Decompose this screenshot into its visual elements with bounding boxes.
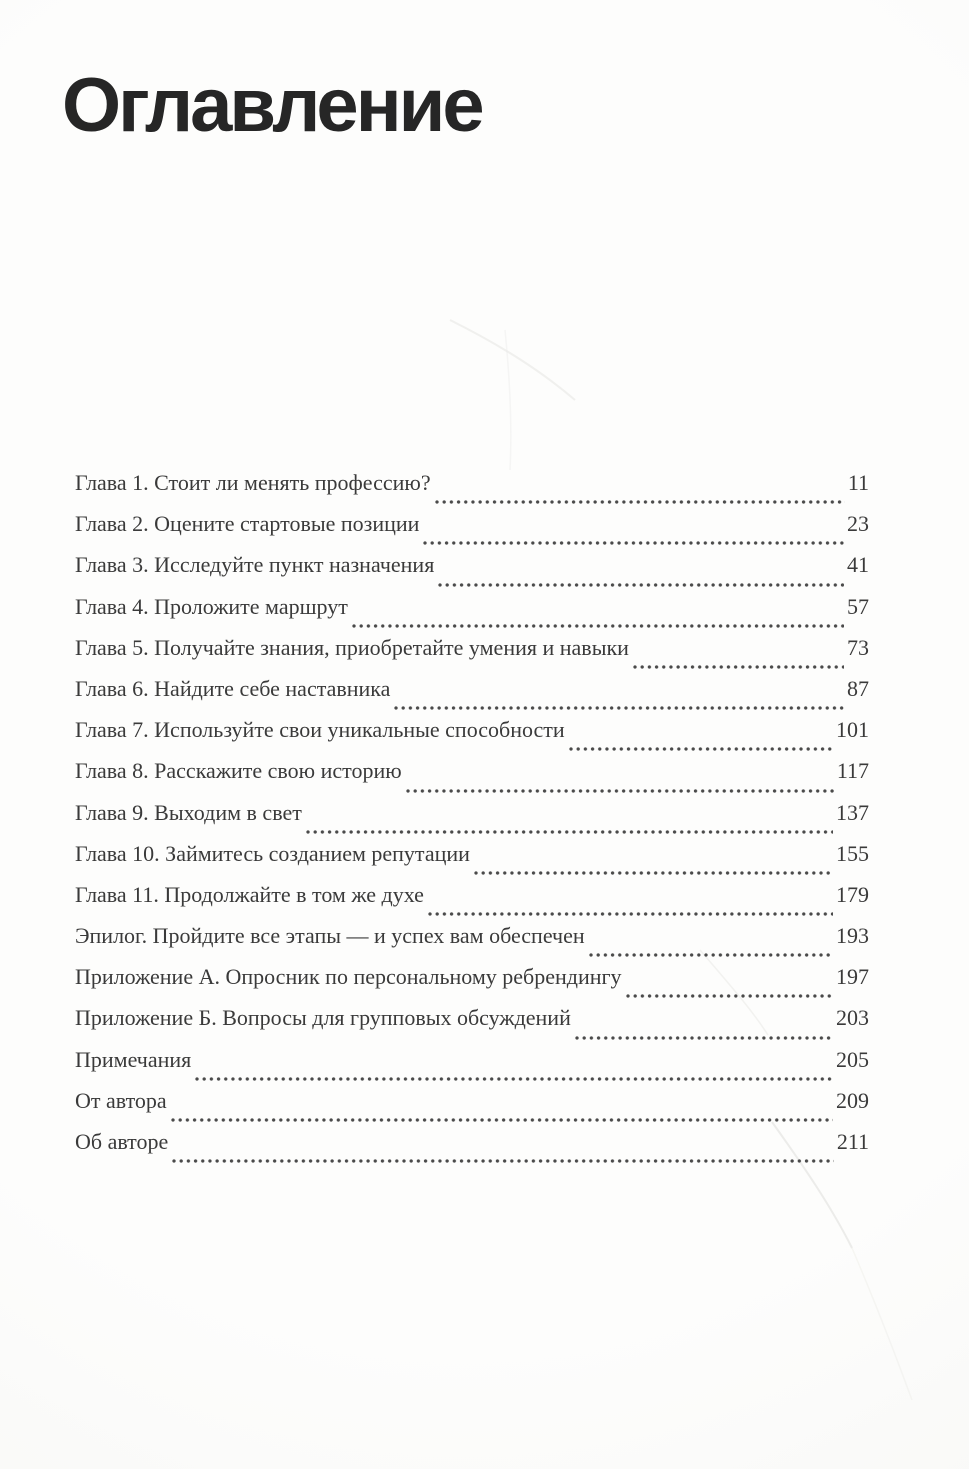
toc-entry-label: Глава 2. Оцените стартовые позиции bbox=[75, 511, 420, 537]
toc-entry-label: Об авторе bbox=[75, 1129, 169, 1154]
toc-entry-label: Глава 7. Используйте свои уникальные способности bbox=[75, 717, 565, 743]
toc-entry-label: Примечания bbox=[75, 1046, 192, 1072]
toc-entry-label: Глава 3. Исследуйте пункт назначения bbox=[75, 552, 435, 578]
toc-entry-page-number: 193 bbox=[836, 923, 869, 949]
dotted-leader bbox=[626, 994, 833, 998]
toc-entry bbox=[75, 964, 869, 1005]
table-of-contents bbox=[75, 470, 869, 1170]
page-title: Оглавление bbox=[62, 63, 482, 148]
toc-entry-page-number: 87 bbox=[847, 675, 869, 701]
dotted-leader bbox=[306, 830, 833, 834]
toc-entry-page-number: 137 bbox=[836, 799, 869, 825]
toc-entry bbox=[75, 841, 869, 882]
toc-entry-label: От автора bbox=[75, 1087, 167, 1113]
toc-entry bbox=[75, 923, 869, 964]
toc-entry-label: Глава 5. Получайте знания, приобретайте умения и навыки bbox=[75, 634, 629, 660]
toc-entry bbox=[75, 676, 869, 717]
toc-entry-label: Глава 4. Проложите маршрут bbox=[75, 593, 348, 619]
toc-entry-label: Глава 9. Выходим в свет bbox=[75, 799, 302, 825]
toc-entry-page-number: 23 bbox=[847, 511, 869, 537]
toc-entry bbox=[75, 717, 869, 758]
dotted-leader bbox=[428, 912, 833, 916]
toc-entry-page-number: 205 bbox=[836, 1046, 869, 1072]
toc-entry-page-number: 197 bbox=[836, 964, 869, 990]
toc-entry-page-number: 155 bbox=[836, 840, 869, 866]
toc-entry bbox=[75, 511, 869, 552]
toc-entry-page-number: 211 bbox=[836, 1129, 869, 1154]
dotted-leader bbox=[352, 624, 844, 628]
toc-entry bbox=[75, 1129, 869, 1170]
dotted-leader bbox=[172, 1159, 834, 1163]
toc-entry-label: Эпилог. Пройдите все этапы — и успех вам обеспечен bbox=[75, 923, 585, 949]
toc-entry-page-number: 179 bbox=[836, 881, 869, 907]
dotted-leader bbox=[633, 665, 844, 669]
toc-entry bbox=[75, 1088, 869, 1129]
dotted-leader bbox=[394, 706, 844, 710]
toc-entry-label: Глава 6. Найдите себе наставника bbox=[75, 675, 391, 701]
toc-entry-page-number: 101 bbox=[836, 717, 869, 743]
toc-entry-page-number: 203 bbox=[836, 1005, 869, 1031]
toc-entry-page-number: 73 bbox=[847, 634, 869, 660]
toc-entry-page-number: 11 bbox=[847, 470, 869, 495]
toc-entry-label: Глава 11. Продолжайте в том же духе bbox=[75, 881, 424, 907]
toc-entry-label: Глава 8. Расскажите свою историю bbox=[75, 758, 402, 784]
toc-entry-page-number: 209 bbox=[836, 1087, 869, 1113]
toc-entry-page-number: 57 bbox=[847, 593, 869, 619]
toc-entry bbox=[75, 800, 869, 841]
dotted-leader bbox=[171, 1118, 833, 1122]
toc-entry bbox=[75, 470, 869, 511]
dotted-leader bbox=[569, 747, 833, 751]
toc-entry-page-number: 41 bbox=[847, 552, 869, 578]
toc-entry bbox=[75, 552, 869, 593]
dotted-leader bbox=[474, 871, 833, 875]
toc-entry-label: Приложение Б. Вопросы для групповых обсуждений bbox=[75, 1005, 571, 1031]
dotted-leader bbox=[589, 953, 833, 957]
toc-entry-label: Глава 1. Стоит ли менять профессию? bbox=[75, 470, 431, 495]
toc-entry-label: Приложение А. Опросник по персональному ребрендингу bbox=[75, 964, 622, 990]
toc-entry-page-number: 117 bbox=[836, 758, 869, 784]
toc-entry bbox=[75, 594, 869, 635]
dotted-leader bbox=[406, 789, 834, 793]
toc-entry bbox=[75, 1047, 869, 1088]
dotted-leader bbox=[435, 500, 845, 504]
toc-entry-label: Глава 10. Займитесь созданием репутации bbox=[75, 840, 470, 866]
toc-entry bbox=[75, 635, 869, 676]
dotted-leader bbox=[195, 1077, 833, 1081]
dotted-leader bbox=[438, 583, 844, 587]
toc-entry bbox=[75, 882, 869, 923]
dotted-leader bbox=[575, 1036, 833, 1040]
toc-entry bbox=[75, 758, 869, 799]
dotted-leader bbox=[423, 541, 844, 545]
toc-entry bbox=[75, 1005, 869, 1046]
